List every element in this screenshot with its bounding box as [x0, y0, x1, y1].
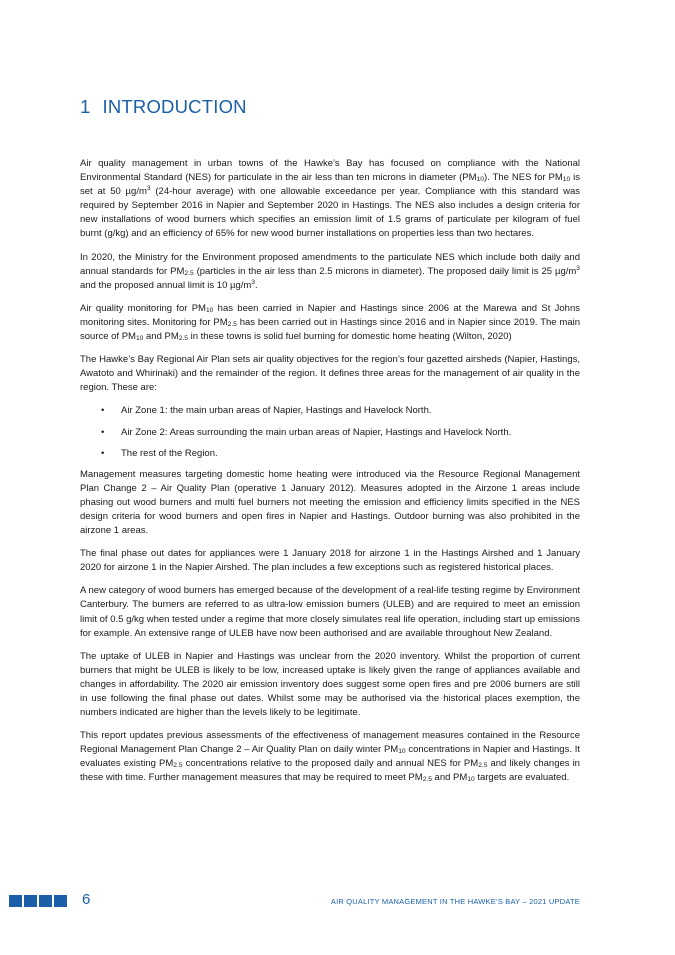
- list-item-text: Air Zone 2: Areas surrounding the main urban areas of Napier, Hastings and Havelock North.: [121, 426, 512, 438]
- air-zone-list: [80, 404, 580, 460]
- footer-document-title: AIR QUALITY MANAGEMENT IN THE HAWKE’S BAY – 2021 UPDATE: [330, 897, 580, 906]
- section-heading: [80, 96, 247, 118]
- list-item: [80, 447, 580, 461]
- paragraph-pm25-proposal: In 2020, the Ministry for the Environment proposed amendments to the particulate NES which include both daily and annual standards for $PM_{2.5}$ (particles in the air less than 2.5 microns in diameter). The proposed daily limit is 25 $\mu g/m^3$ and the proposed annual limit is 10 $\mu g/m^3$.: [80, 251, 580, 291]
- section-title: INTRODUCTION: [102, 96, 247, 117]
- list-item: [80, 404, 580, 418]
- section-number: 1: [80, 96, 91, 117]
- paragraph-report-scope: This report updates previous assessments of the effectiveness of management measures contained in the Resource Regional Management Plan Change 2 – Air Quality Plan on daily winter $PM_{10}$ concentrations in Napier and Hastings. It evaluates existing $PM_{2.5}$ concentrations relative to the proposed daily and annual NES for $PM_{2.5}$ and likely changes in these with time. Further management measures that may be required to meet $PM_{2.5}$ and $PM_{10}$ targets are evaluated.: [80, 730, 580, 784]
- page-footer: [0, 893, 675, 917]
- paragraph-phase-out-dates: The final phase out dates for appliances were 1 January 2018 for airzone 1 in the Hastings Airshed and 1 January 2020 for airzone 1 in the Napier Airshed. The plan includes a few exceptions such as registered historical places.: [80, 548, 580, 574]
- footer-squares-icon: [9, 895, 67, 907]
- body-text: [80, 157, 580, 795]
- paragraph-monitoring: Air quality monitoring for $PM_{10}$ has been carried in Napier and Hastings since 2006 at the Marewa and St Johns monitoring sites. Monitoring for $PM_{2.5}$ has been carried out in Hastings since 2016 and in Napier since 2019. The main source of $PM_{10}$ and $PM_{2.5}$ in these towns is solid fuel burning for domestic home heating (Wilton, 2020): [80, 302, 581, 343]
- page-number: 6: [82, 891, 91, 908]
- paragraph-management-measures: Management measures targeting domestic home heating were introduced via the Resource Regional Management Plan Change 2 – Air Quality Plan (operative 1 January 2012). Measures adopted in the Airzone 1 areas include phasing out wood burners and multi fuel burners not meeting the emission and efficiency limits specified in the NES design criteria for wood burners and open fires in Napier and Hastings. Outdoor burning was also prohibited in the airzone 1 areas.: [80, 468, 580, 537]
- paragraph-uleb-uptake: The uptake of ULEB in Napier and Hastings was unclear from the 2020 inventory. Whilst the proportion of current burners that might be ULEB is likely to be low, increased uptake is likely given the range of appliances available and changes in affordability. The 2020 air emission inventory does suggest some open fires and pre 2006 burners are still in use following the final phase out dates. Whilst some may be authorised via the historical places exemption, the numbers indicated are higher than the levels likely to be legitimate.: [80, 650, 580, 719]
- list-item: [80, 426, 580, 440]
- paragraph-regional-air-plan: The Hawke’s Bay Regional Air Plan sets air quality objectives for the region’s four gazetted airsheds (Napier, Hastings, Awatoto and Whirinaki) and the remainder of the region. It defines three areas for the management of air quality in the region. These are:: [80, 354, 580, 394]
- paragraph-nes-pm10: Air quality management in urban towns of the Hawke’s Bay has focused on compliance with the National Environmental Standard (NES) for particulate in the air less than ten microns in diameter $(PM_{10})$. The NES for $PM_{10}$ is set at 50 $\mu g/m^3$ (24-hour average) with one allowable exceedance per year. Compliance with this standard was required by September 2016 in Napier and September 2020 in Hastings. The NES also includes a design criteria for new installations of wood burners which specifies an emission limit of 1.5 grams of particulate per kilogram of fuel burnt (g/kg) and an efficiency of 65% for new wood burner installations on properties less than two hectares.: [80, 158, 580, 240]
- bullet-icon: •: [101, 426, 105, 438]
- bullet-icon: •: [101, 405, 105, 417]
- list-item-text: Air Zone 1: the main urban areas of Napier, Hastings and Havelock North.: [121, 405, 432, 417]
- bullet-icon: •: [101, 447, 105, 459]
- list-item-text: The rest of the Region.: [121, 447, 218, 459]
- paragraph-uleb: A new category of wood burners has emerged because of the development of a real-life testing regime by Environment Canterbury. The burners are referred to as ultra-low emission burners (ULEB) and are required to meet an emission limit of 0.5 g/kg when tested under a regime that more closely simulates real life operation, including start up emissions for example. An extensive range of ULEB have now been authorised and are available throughout New Zealand.: [80, 585, 580, 639]
